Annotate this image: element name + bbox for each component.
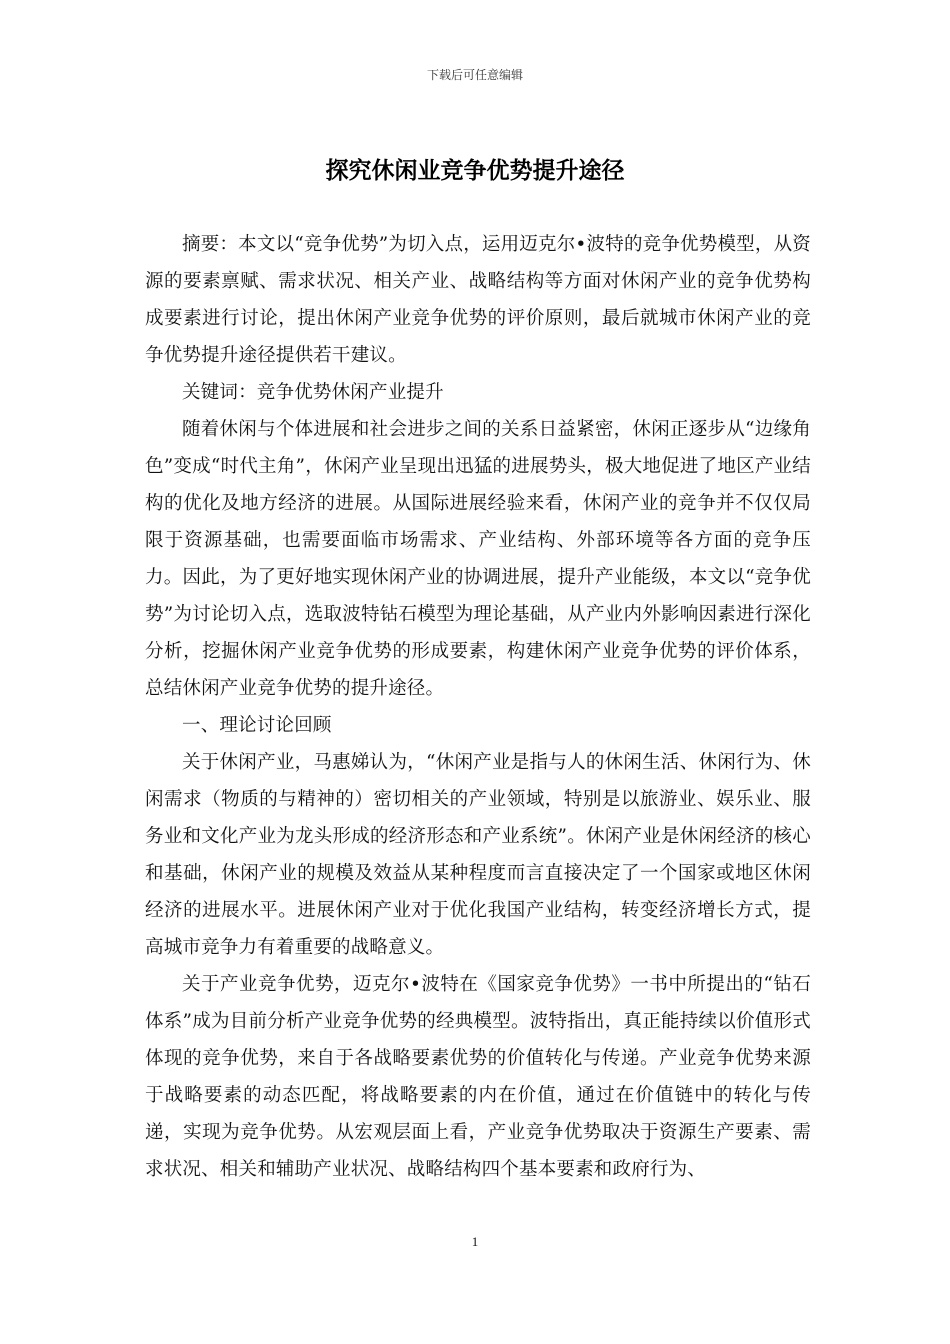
page-header-note: 下载后可任意编辑 bbox=[426, 68, 523, 82]
keywords-paragraph: 关键词：竞争优势休闲产业提升 bbox=[182, 382, 444, 403]
abstract-paragraph: 摘要：本文以“竞争优势”为切入点，运用迈克尔•波特的竞争优势模型，从资源的要素禀赋、需求状况、相关产业、战略结构等方面对休闲产业的竞争优势构成要素进行讨论，提出休闲产业竞争优势的评价原则，最后就城市休闲产业的竞争优势提升途径提供若干建议。 bbox=[145, 234, 811, 366]
section-heading: 一、理论讨论回顾 bbox=[182, 715, 332, 736]
introduction-paragraph: 随着休闲与个体进展和社会进步之间的关系日益紧密，休闲正逐步从“边缘角色”变成“时代主角”，休闲产业呈现出迅猛的进展势头，极大地促进了地区产业结构的优化及地方经济的进展。从国际进展经验来看，休闲产业的竞争并不仅仅局限于资源基础，也需要面临市场需求、产业结构、外部环境等各方面的竞争压力。因此，为了更好地实现休闲产业的协调进展，提升产业能级，本文以“竞争优势”为讨论切入点，选取波特钻石模型为理论基础，从产业内外影响因素进行深化分析，挖掘休闲产业竞争优势的形成要素，构建休闲产业竞争优势的评价体系，总结休闲产业竞争优势的提升途径。 bbox=[145, 419, 811, 699]
document-title: 探究休闲业竞争优势提升途径 bbox=[325, 158, 625, 184]
document-body bbox=[145, 226, 811, 1188]
leisure-industry-paragraph: 关于休闲产业，马惠娣认为，“休闲产业是指与人的休闲生活、休闲行为、休闲需求（物质的与精神的）密切相关的产业领域，特别是以旅游业、娱乐业、服务业和文化产业为龙头形成的经济形态和产业系统”。休闲产业是休闲经济的核心和基础，休闲产业的规模及效益从某种程度而言直接决定了一个国家或地区休闲经济的进展水平。进展休闲产业对于优化我国产业结构，转变经济增长方式，提高城市竞争力有着重要的战略意义。 bbox=[145, 752, 811, 958]
competitive-advantage-paragraph: 关于产业竞争优势，迈克尔•波特在《国家竞争优势》一书中所提出的“钻石体系”成为目前分析产业竞争优势的经典模型。波特指出，真正能持续以价值形式体现的竞争优势，来自于各战略要素优势的价值转化与传递。产业竞争优势来源于战略要素的动态匹配，将战略要素的内在价值，通过在价值链中的转化与传递，实现为竞争优势。从宏观层面上看，产业竞争优势取决于资源生产要素、需求状况、相关和辅助产业状况、战略结构四个基本要素和政府行为、 bbox=[145, 974, 811, 1180]
page-number: 1 bbox=[471, 1234, 479, 1249]
